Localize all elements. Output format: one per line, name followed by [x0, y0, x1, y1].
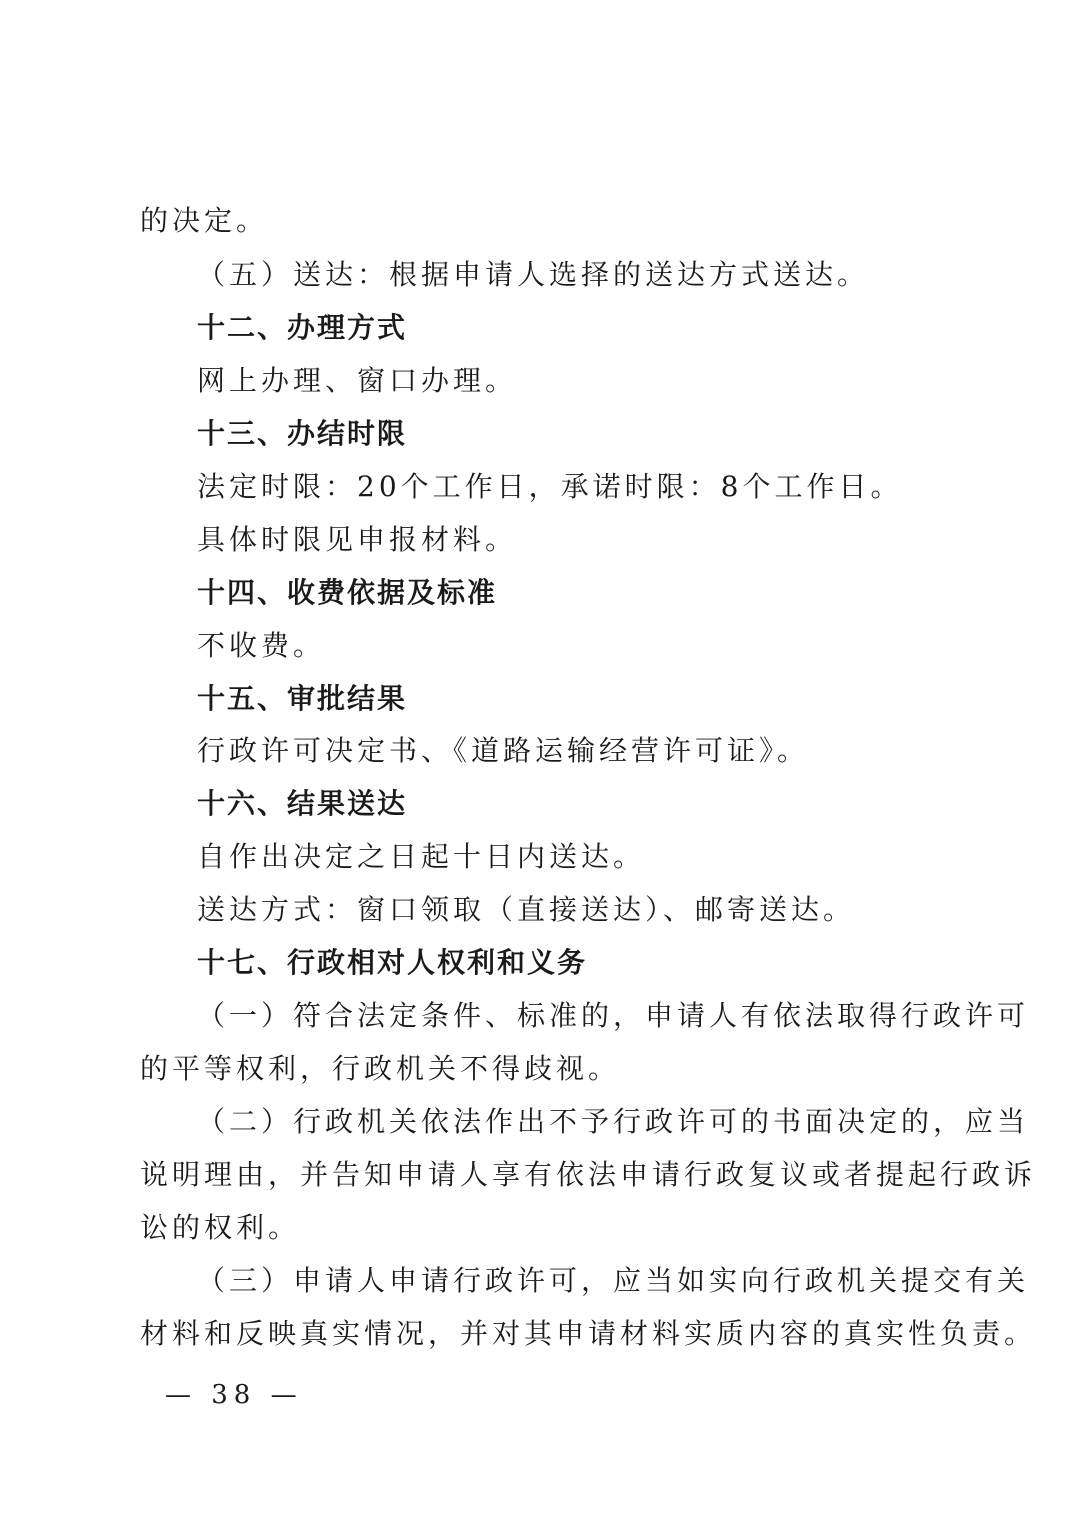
body-text-line: （二）行政机关依法作出不予行政许可的书面决定的，应当	[197, 1105, 1030, 1138]
body-text-line: 不收费。	[197, 629, 326, 662]
section-heading: 十二、办理方式	[197, 311, 408, 344]
body-text-line: 送达方式：窗口领取（直接送达）、邮寄送达。	[197, 893, 856, 926]
section-heading: 十六、结果送达	[197, 787, 408, 820]
body-text-line: 法定时限：20个工作日，承诺时限：8个工作日。	[197, 470, 903, 503]
body-text-line: 说明理由，并告知申请人享有依法申请行政复议或者提起行政诉	[140, 1158, 1037, 1191]
section-heading: 十五、审批结果	[197, 682, 408, 715]
body-text-line: （三）申请人申请行政许可，应当如实向行政机关提交有关	[197, 1264, 1030, 1297]
body-text-line: 材料和反映真实情况，并对其申请材料实质内容的真实性负责。	[140, 1317, 1037, 1350]
body-text-line: 的决定。	[140, 204, 269, 237]
section-heading: 十四、收费依据及标准	[197, 576, 498, 609]
body-text-line: 讼的权利。	[140, 1211, 301, 1244]
section-heading: 十七、行政相对人权利和义务	[197, 946, 588, 979]
body-text-line: 网上办理、窗口办理。	[197, 364, 518, 397]
body-text-line: 行政许可决定书、《道路运输经营许可证》。	[197, 734, 810, 767]
body-text-line: 的平等权利，行政机关不得歧视。	[140, 1052, 621, 1085]
body-text-line: （五）送达：根据申请人选择的送达方式送达。	[197, 258, 870, 291]
page-number: — 38 —	[165, 1380, 303, 1410]
body-text-line: 自作出决定之日起十日内送达。	[197, 840, 646, 873]
body-text-line: （一）符合法定条件、标准的，申请人有依法取得行政许可	[197, 999, 1030, 1032]
section-heading: 十三、办结时限	[197, 417, 408, 450]
body-text-line: 具体时限见申报材料。	[197, 523, 518, 556]
